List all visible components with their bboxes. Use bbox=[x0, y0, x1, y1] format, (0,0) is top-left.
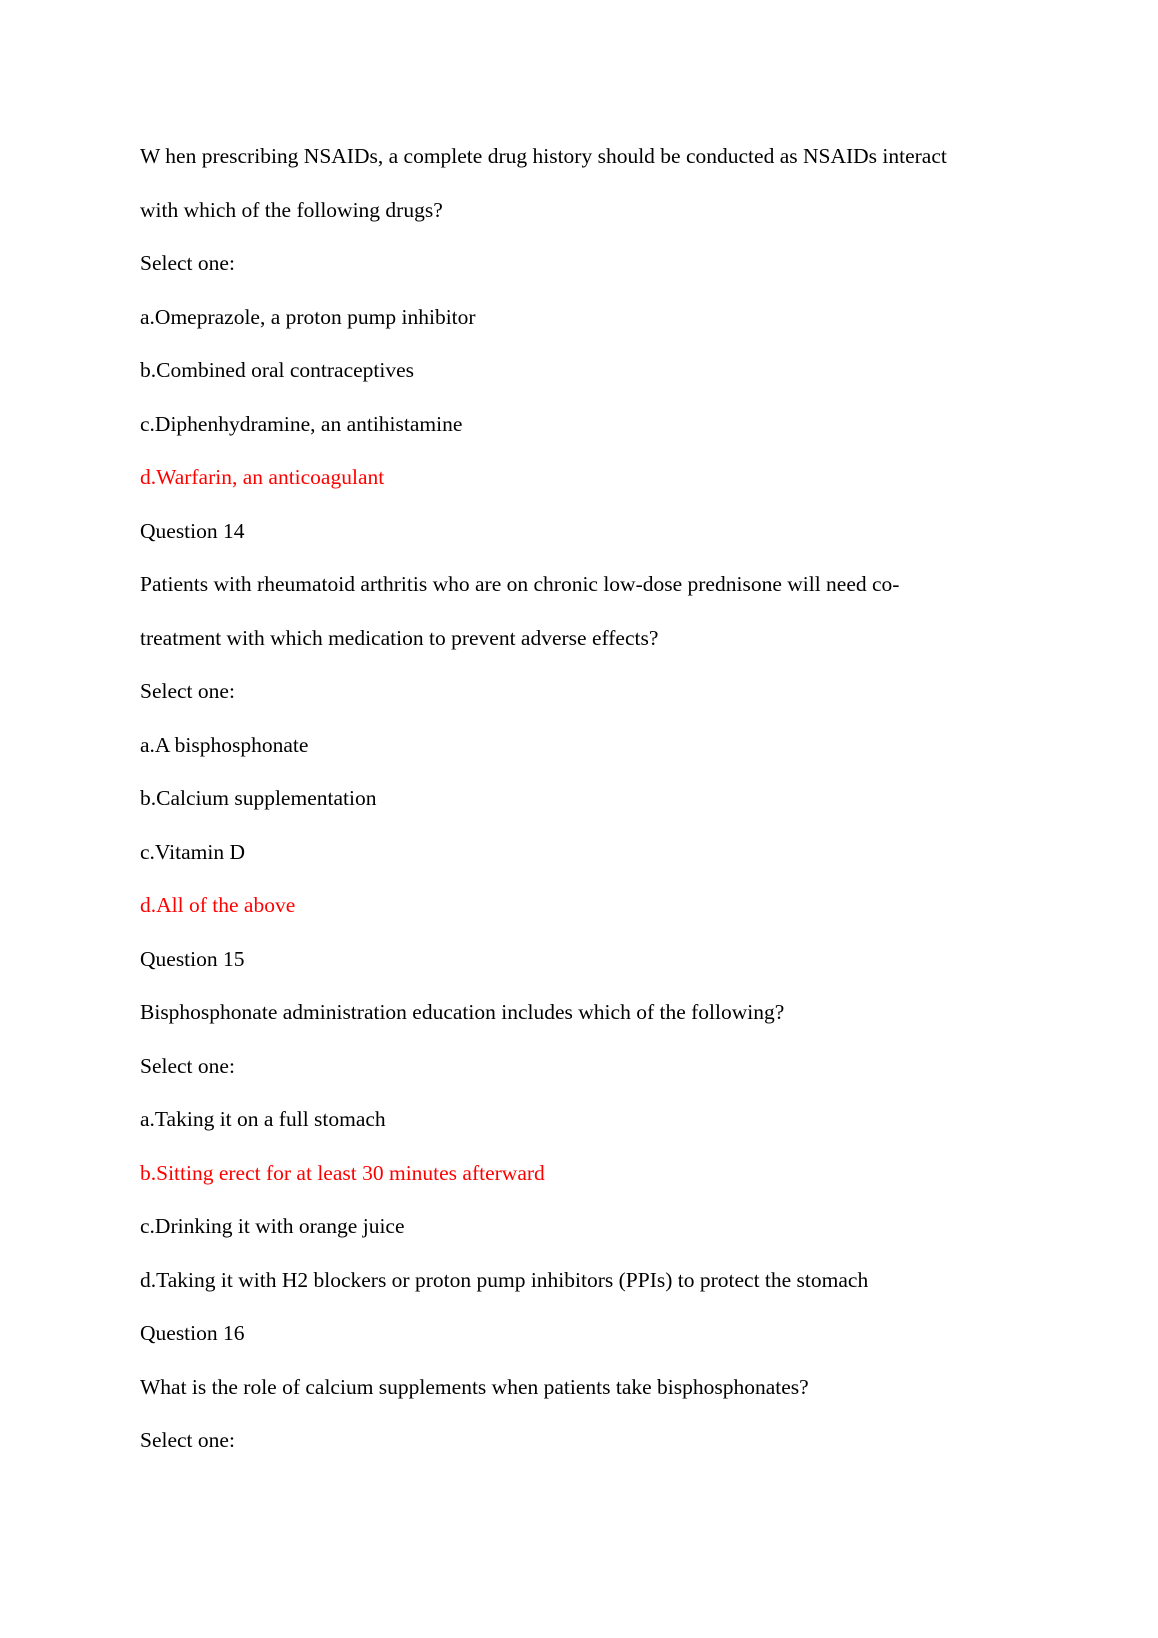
document-page bbox=[140, 130, 1040, 1468]
question-14-stem-line-1: Patients with rheumatoid arthritis who are on chronic low-dose prednisone will need co- bbox=[140, 572, 900, 596]
question-14-option-d-correct: d.All of the above bbox=[140, 893, 296, 917]
question-15-stem: Bisphosphonate administration education includes which of the following? bbox=[140, 1000, 785, 1024]
question-15-heading: Question 15 bbox=[140, 946, 245, 971]
question-13-option-c: c.Diphenhydramine, an antihistamine bbox=[140, 411, 463, 436]
question-16-stem: What is the role of calcium supplements when patients take bisphosphonates? bbox=[140, 1374, 809, 1399]
question-15-option-a: a.Taking it on a full stomach bbox=[140, 1107, 386, 1131]
question-14-option-b: b.Calcium supplementation bbox=[140, 786, 377, 810]
question-15-select-one: Select one: bbox=[140, 1053, 235, 1078]
question-15-option-b-correct: b.Sitting erect for at least 30 minutes afterward bbox=[140, 1160, 545, 1185]
question-16-select-one: Select one: bbox=[140, 1428, 235, 1452]
question-13-option-a: a.Omeprazole, a proton pump inhibitor bbox=[140, 304, 476, 329]
question-16-heading: Question 16 bbox=[140, 1321, 245, 1345]
question-14-stem-line-2: treatment with which medication to prevent adverse effects? bbox=[140, 625, 659, 650]
question-15-option-c: c.Drinking it with orange juice bbox=[140, 1214, 405, 1238]
question-14-option-c: c.Vitamin D bbox=[140, 839, 245, 864]
question-13-stem-line-1: W hen prescribing NSAIDs, a complete drug history should be conducted as NSAIDs interact bbox=[140, 144, 947, 168]
question-14-option-a: a.A bisphosphonate bbox=[140, 732, 309, 757]
question-14-heading: Question 14 bbox=[140, 518, 245, 543]
question-15-option-d: d.Taking it with H2 blockers or proton pump inhibitors (PPIs) to protect the stomach bbox=[140, 1267, 869, 1292]
question-14-select-one: Select one: bbox=[140, 679, 235, 703]
question-13-select-one: Select one: bbox=[140, 251, 235, 275]
question-13-option-b: b.Combined oral contraceptives bbox=[140, 358, 415, 382]
question-13-stem-line-2: with which of the following drugs? bbox=[140, 197, 443, 222]
question-13-option-d-correct: d.Warfarin, an anticoagulant bbox=[140, 465, 385, 489]
